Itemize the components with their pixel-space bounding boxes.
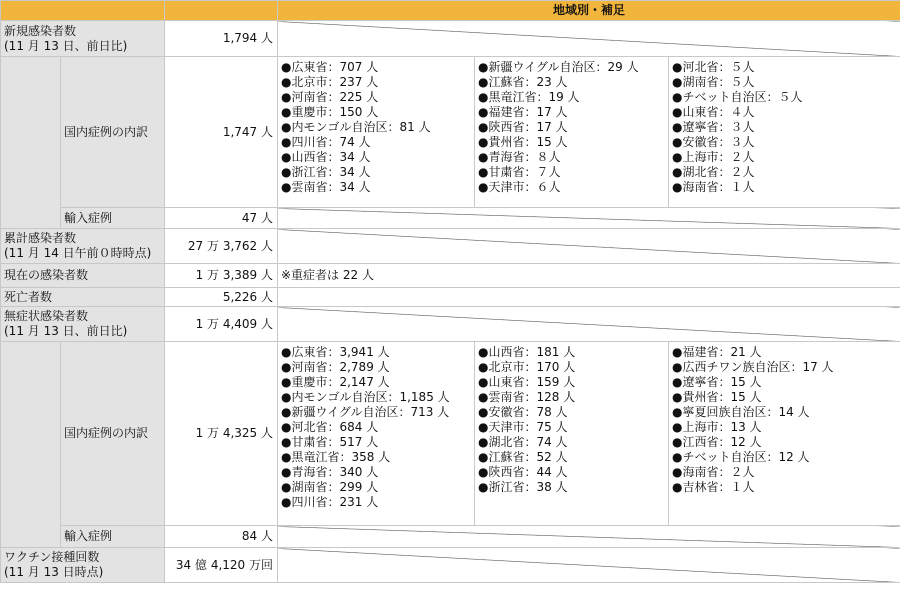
new-cases-label — [1, 21, 165, 57]
region-item: ●天津市：６人 — [478, 180, 561, 194]
region-item: ●安徽省：78 人 — [478, 405, 568, 419]
row-deaths — [1, 288, 900, 307]
region-item: ●寧夏回族自治区：14 人 — [672, 405, 810, 419]
asym-regions-col3 — [669, 342, 900, 526]
region-item: ●四川省：74 人 — [281, 135, 371, 149]
region-item: ●内モンゴル自治区：1,185 人 — [281, 390, 450, 404]
region-item: ●甘粛省：７人 — [478, 165, 561, 179]
vaccine-value: 34 億 4,120 万回 — [165, 548, 278, 583]
region-item: ●広西チワン族自治区：17 人 — [672, 360, 834, 374]
row-cumulative — [1, 229, 900, 264]
region-item: ●河南省：225 人 — [281, 90, 379, 104]
region-item: ●雲南省：128 人 — [478, 390, 576, 404]
asym-regions-col1 — [278, 342, 475, 526]
asym-regions-col2 — [475, 342, 669, 526]
asymptomatic-label-line1: 無症状感染者数 — [4, 309, 89, 323]
current-value: 1 万 3,389 人 — [165, 264, 278, 288]
region-item: ●山東省：４人 — [672, 105, 755, 119]
region-item: ●雲南省：34 人 — [281, 180, 371, 194]
header-blank-value — [165, 1, 278, 21]
region-item: ●江西省：12 人 — [672, 435, 762, 449]
asym-breakdown-value: 1 万 4,325 人 — [165, 342, 278, 526]
imported-label: 輸入症例 — [61, 208, 165, 229]
region-item: ●北京市：170 人 — [478, 360, 576, 374]
region-item: ●貴州省：15 人 — [672, 390, 762, 404]
region-item: ●海南省：２人 — [672, 465, 755, 479]
cumulative-value: 27 万 3,762 人 — [165, 229, 278, 264]
asym-breakdown-label: 国内症例の内訳 — [61, 342, 165, 526]
vaccine-label — [1, 548, 165, 583]
deaths-label: 死亡者数 — [1, 288, 165, 307]
region-item: ●重慶市：2,147 人 — [281, 375, 390, 389]
current-label: 現在の感染者数 — [1, 264, 165, 288]
region-item: ●遼寧省：15 人 — [672, 375, 762, 389]
region-item: ●上海市：13 人 — [672, 420, 762, 434]
row-new-cases — [1, 21, 900, 57]
region-item: ●北京市：237 人 — [281, 75, 379, 89]
region-item: ●湖北省：２人 — [672, 165, 755, 179]
header-row — [1, 1, 900, 21]
new-cases-label-line2: (11 月 13 日、前日比) — [4, 38, 128, 53]
header-blank-label — [1, 1, 165, 21]
region-item: ●湖南省：299 人 — [281, 480, 379, 494]
cumulative-empty — [278, 229, 900, 264]
region-item: ●山東省：159 人 — [478, 375, 576, 389]
region-item: ●広東省：3,941 人 — [281, 345, 390, 359]
vaccine-empty — [278, 548, 900, 583]
region-item: ●河南省：2,789 人 — [281, 360, 390, 374]
region-item: ●黒竜江省：358 人 — [281, 450, 391, 464]
region-item: ●天津市：75 人 — [478, 420, 568, 434]
region-item: ●遼寧省：３人 — [672, 120, 755, 134]
region-item: ●内モンゴル自治区：81 人 — [281, 120, 431, 134]
row-asymptomatic — [1, 307, 900, 342]
row-asym-breakdown — [1, 342, 900, 526]
region-item: ●河北省：684 人 — [281, 420, 379, 434]
cumulative-label-line2: (11 月 14 日午前０時時点) — [4, 246, 152, 260]
asymptomatic-label-line2: (11 月 13 日、前日比) — [4, 324, 128, 338]
region-item: ●山西省：181 人 — [478, 345, 576, 359]
row-current — [1, 264, 900, 288]
region-item: ●貴州省：15 人 — [478, 135, 568, 149]
region-item: ●青海省：８人 — [478, 150, 561, 164]
region-item: ●新疆ウイグル自治区：713 人 — [281, 405, 450, 419]
region-item: ●浙江省：38 人 — [478, 480, 568, 494]
region-item: ●チベット自治区：12 人 — [672, 450, 810, 464]
current-note: ※重症者は 22 人 — [278, 264, 900, 288]
region-item: ●江蘇省：23 人 — [478, 75, 568, 89]
new-cases-empty — [278, 21, 900, 57]
domestic-breakdown-label: 国内症例の内訳 — [61, 57, 165, 208]
region-item: ●浙江省：34 人 — [281, 165, 371, 179]
imported-value: 47 人 — [165, 208, 278, 229]
region-item: ●陝西省：17 人 — [478, 120, 568, 134]
asymptomatic-empty — [278, 307, 900, 342]
asymptomatic-value: 1 万 4,409 人 — [165, 307, 278, 342]
cumulative-label — [1, 229, 165, 264]
row-imported — [1, 208, 900, 229]
region-item: ●福建省：17 人 — [478, 105, 568, 119]
new-cases-value: 1,794 人 — [165, 21, 278, 57]
region-item: ●甘粛省：517 人 — [281, 435, 379, 449]
region-item: ●上海市：２人 — [672, 150, 755, 164]
region-item: ●黒竜江省：19 人 — [478, 90, 580, 104]
asymptomatic-side — [1, 342, 61, 548]
asymptomatic-label — [1, 307, 165, 342]
region-item: ●安徽省：３人 — [672, 135, 755, 149]
imported-empty — [278, 208, 900, 229]
cumulative-label-line1: 累計感染者数 — [4, 231, 77, 245]
region-item: ●江蘇省：52 人 — [478, 450, 568, 464]
region-item: ●山西省：34 人 — [281, 150, 371, 164]
deaths-value: 5,226 人 — [165, 288, 278, 307]
region-item: ●重慶市：150 人 — [281, 105, 379, 119]
region-item: ●湖南省：５人 — [672, 75, 755, 89]
row-domestic-breakdown — [1, 57, 900, 208]
region-item: ●四川省：231 人 — [281, 495, 379, 509]
asym-imported-label: 輸入症例 — [61, 526, 165, 548]
asym-imported-empty — [278, 526, 900, 548]
row-asym-imported — [1, 526, 900, 548]
region-item: ●新疆ウイグル自治区：29 人 — [478, 60, 639, 74]
vaccine-label-line2: (11 月 13 日時点) — [4, 565, 104, 579]
asym-imported-value: 84 人 — [165, 526, 278, 548]
header-region: 地域別・補足 — [278, 1, 900, 21]
region-item: ●広東省：707 人 — [281, 60, 379, 74]
region-item: ●チベット自治区：５人 — [672, 90, 803, 104]
region-item: ●青海省：340 人 — [281, 465, 379, 479]
region-item: ●吉林省：１人 — [672, 480, 755, 494]
new-cases-side — [1, 57, 61, 229]
region-item: ●湖北省：74 人 — [478, 435, 568, 449]
domestic-regions-col1 — [278, 57, 475, 208]
deaths-note — [278, 288, 900, 307]
region-item: ●福建省：21 人 — [672, 345, 762, 359]
domestic-regions-col2 — [475, 57, 669, 208]
new-cases-label-line1: 新規感染者数 — [4, 23, 77, 38]
region-item: ●海南省：１人 — [672, 180, 755, 194]
region-item: ●河北省：５人 — [672, 60, 755, 74]
domestic-breakdown-value: 1,747 人 — [165, 57, 278, 208]
region-item: ●陝西省：44 人 — [478, 465, 568, 479]
vaccine-label-line1: ワクチン接種回数 — [4, 550, 100, 564]
row-vaccine — [1, 548, 900, 583]
domestic-regions-col3 — [669, 57, 900, 208]
